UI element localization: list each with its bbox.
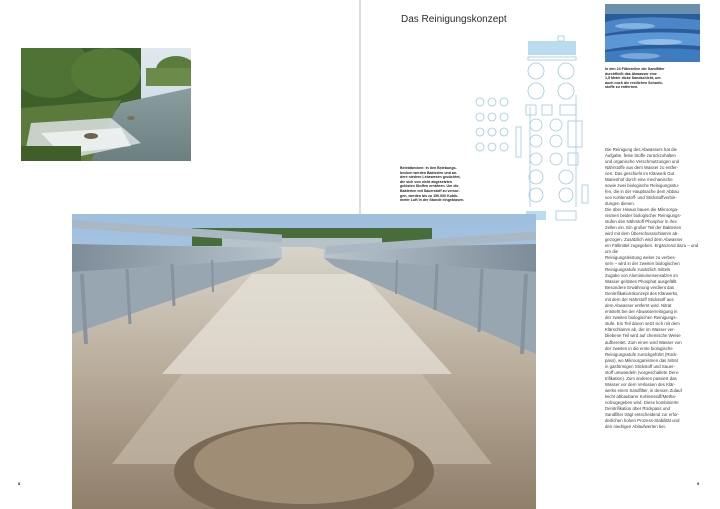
body-line: Zellen ein. Ein großer Teil der Bakterien [605,225,682,231]
body-line: Marienhof durch eine mechanische [605,177,673,183]
body-line: Reinigungsleistung weiter zu verbes- [605,255,676,261]
caption-line: dere niedere Lebewesen gezüchtet, [400,175,461,180]
body-line: Besondere Erwähnung verdient das [605,285,675,291]
body-line: und organische Verschmutzungen und [605,159,680,165]
body-line: Klärschlamm ab, der im Wasser ver- [605,327,676,333]
page-number-left: 8 [18,481,21,486]
body-line: Aufgabe, feste Stoffe zurückzuhalten [605,153,676,159]
caption-line: Bakterien mit Sauerstoff zu versor- [400,188,460,193]
body-line: stoff umwandeln (vorgeschaltete Deni- [605,369,680,375]
basin-caption [400,166,478,203]
body-line: trifikation). Zum anderen passiert das [605,375,677,381]
body-line: Die Reinigung des Abwassers hat die [605,147,677,152]
body-line: wird mit dem Überschussschlamm ab- [605,231,679,237]
body-line: stufen den Nährstoff Phosphor in ihre [605,219,677,225]
filter-tanks-photo [605,4,700,62]
body-line: dem Abwasser entfernt wird. Nitrat [605,303,672,309]
body-line: den niedrigen Ablaufwerten bei. [605,423,666,429]
body-line: dungen dienen. [605,201,635,207]
body-line: leicht abbaubarer Kohlenstoff/Metha- [605,393,677,399]
body-line: bliebene Teil wird auf chemische Weise [605,333,681,339]
body-line: sern – wird in der zweiten biologischen [605,261,680,267]
body-line: stufe. Ein Teil davon setzt sich mit dem [605,321,680,327]
body-line: Denitrifikation über Rückpass und [605,405,670,411]
body-line: der zweiten in die erste biologische [605,345,673,351]
body-line: derlichen hohen Prozess-Stabilität und [605,417,680,423]
caption-line: auch noch die restlichen Schweb- [605,80,663,85]
body-line: Denitrifikationskonzept des Klärwerks, [605,291,679,297]
caption-line: meter Luft in der Stunde eingeblasen. [400,198,465,203]
body-line: werks einen Sandfilter, in dessen Zulauf [605,387,682,393]
body-line: mit dem der Nährstoff Stickstoff aus [605,297,674,303]
body-line: fen, die in der Hauptsache dem Abbau [605,189,679,195]
caption-line: gen, werden bis zu 150.000 Kubik- [400,193,459,198]
body-line: nolzugegeben wird. Diese kombinierte [605,399,679,405]
body-line: Reinigungsstufe zurückgeführt (Rück- [605,351,678,357]
body-line: gezogen. Zusätzlich wird dem Abwasser [605,237,683,243]
plant-schematic-diagram [470,35,605,225]
caption-line: In den 24 Filterzellen der Sandfilter [605,67,665,71]
caption-line: stoffe zu entfernen. [605,85,639,90]
river-photo [21,48,191,161]
caption-line: die sich von nicht abgesetzten [400,179,453,184]
body-line: Wasser vor dem Verlassen des Klär- [605,381,676,387]
body-line: Zugabe von Aluminiumeisensalzen im [605,273,678,279]
caption-line: Belebtbecken: In den Belebungs- [400,166,457,170]
body-line: pass), wo Mikroorganismen das Nitrat [605,357,678,363]
body-line: sowie zwei biologische Reinigungsstu- [605,183,680,189]
body-line: aufbereitet. Zum einen wird Wasser von [605,339,682,345]
body-line: Reinigungsstufe zusätzlich mittels [605,267,671,273]
page-title: Das Reinigungskonzept [401,14,507,25]
page-number-right: 9 [697,481,700,486]
body-line: von Kohlenstoff- und Stickstoffverbin- [605,195,677,201]
tanks-caption [605,67,701,90]
caption-line: becken werden Bakterien und an- [400,170,458,175]
body-line: Wasser gelöstes Phosphat ausgefällt. [605,279,678,285]
body-line: nen. Das geschieht im Klärwerk Gut [605,171,675,177]
caption-line: gelösten Stoffen ernähren. Um die [400,184,459,189]
body-text [605,147,703,430]
body-line: ein Fällmittel zugegeben. Ergänzend dazu – und um die [605,243,699,255]
body-line: nismen beider biologischer Reinigungs- [605,213,682,219]
caption-line: durchfließt das Abwasser eine [605,71,657,76]
body-line: in gasförmigen Stickstoff und Sauer- [605,363,675,369]
caption-line: 1,5 Meter dicke Sandschicht, um [605,76,661,81]
aeration-basin-photo [72,214,536,509]
body-line: der zweiten biologischen Reinigungs- [605,315,677,321]
body-line: Sandfilter trägt entscheidend zur erfor- [605,411,680,417]
body-line: Die über Hinaus bauen die Mikroorga- [605,207,679,213]
body-line: Nährstoffe aus dem Wasser zu entfer- [605,165,679,171]
body-line: entsteht bei der Abwasserreinigung in [605,309,678,315]
